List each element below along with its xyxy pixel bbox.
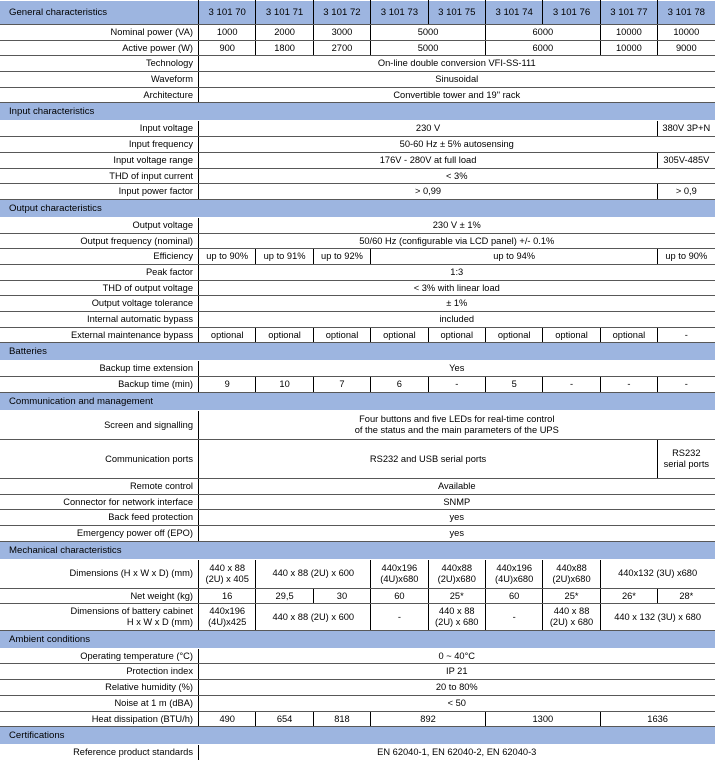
cell-value: 5	[485, 377, 542, 393]
cell-line: Four buttons and five LEDs for real-time control	[203, 414, 711, 425]
row-label-line: H x W x D (mm)	[5, 617, 193, 628]
row-label: Remote control	[1, 478, 199, 494]
cell-value: Sinusoidal	[199, 72, 715, 88]
cell-value: optional	[428, 327, 485, 343]
cell-value: 0 ~ 40°C	[199, 648, 715, 664]
table-row	[1, 87, 715, 103]
row-label: Efficiency	[1, 249, 199, 265]
section-title-input: Input characteristics	[1, 103, 715, 121]
section-header-communication	[1, 392, 715, 410]
table-row	[1, 410, 715, 439]
cell-value: 50/60 Hz (configurable via LCD panel) +/- 0.1%	[199, 233, 715, 249]
cell-value: 10	[256, 377, 313, 393]
section-header-certifications	[1, 727, 715, 745]
cell-value: SNMP	[199, 494, 715, 510]
cell-value: 440 x 88 (2U) x 600	[256, 604, 371, 630]
cell-value: 1636	[600, 711, 715, 727]
cell-value: up to 92%	[313, 249, 370, 265]
cell-value: optional	[371, 327, 428, 343]
cell-value: 20 to 80%	[199, 680, 715, 696]
table-header-row	[1, 1, 715, 25]
row-label: Input voltage range	[1, 152, 199, 168]
table-row	[1, 184, 715, 200]
row-label: Emergency power off (EPO)	[1, 525, 199, 541]
cell-value: Yes	[199, 361, 715, 377]
table-row	[1, 510, 715, 526]
row-label: Input power factor	[1, 184, 199, 200]
row-label: Communication ports	[1, 439, 199, 478]
row-label: Connector for network interface	[1, 494, 199, 510]
cell-line: 440 x 88	[547, 606, 595, 617]
cell-value-multiline	[199, 559, 256, 588]
cell-value: -	[658, 377, 715, 393]
cell-value: 5000	[371, 40, 486, 56]
cell-value: optional	[600, 327, 657, 343]
table-row	[1, 680, 715, 696]
row-label: Input frequency	[1, 137, 199, 153]
cell-value: optional	[256, 327, 313, 343]
table-row	[1, 377, 715, 393]
table-row	[1, 312, 715, 328]
row-label: Peak factor	[1, 265, 199, 281]
row-label: Net weight (kg)	[1, 588, 199, 604]
table-row	[1, 604, 715, 630]
table-row	[1, 695, 715, 711]
table-row	[1, 478, 715, 494]
cell-line: (2U) x 680	[547, 617, 595, 628]
cell-value: 9	[199, 377, 256, 393]
cell-value: up to 90%	[658, 249, 715, 265]
cell-value: 25*	[543, 588, 600, 604]
table-row	[1, 588, 715, 604]
row-label: Waveform	[1, 72, 199, 88]
cell-value: < 3%	[199, 168, 715, 184]
cell-line: (4U)x680	[375, 574, 423, 585]
cell-line: 440x196	[490, 563, 538, 574]
table-row	[1, 494, 715, 510]
row-label: Dimensions (H x W x D) (mm)	[1, 559, 199, 588]
cell-value: 9000	[658, 40, 715, 56]
section-header-mechanical	[1, 541, 715, 559]
row-label: Screen and signalling	[1, 410, 199, 439]
cell-value: 10000	[600, 40, 657, 56]
section-title-certifications: Certifications	[1, 727, 715, 745]
cell-value: -	[485, 604, 542, 630]
cell-value: 3000	[313, 25, 370, 41]
cell-value: -	[658, 327, 715, 343]
table-row	[1, 711, 715, 727]
table-row	[1, 327, 715, 343]
row-label: Output voltage	[1, 217, 199, 233]
table-row	[1, 296, 715, 312]
cell-line: (4U)x425	[203, 617, 251, 628]
table-row	[1, 121, 715, 137]
cell-value: 50-60 Hz ± 5% autosensing	[199, 137, 715, 153]
section-title-ambient: Ambient conditions	[1, 630, 715, 648]
section-title-mechanical: Mechanical characteristics	[1, 541, 715, 559]
row-label: Output voltage tolerance	[1, 296, 199, 312]
cell-line: 440x88	[433, 563, 481, 574]
cell-value: 6	[371, 377, 428, 393]
cell-value-multiline	[543, 559, 600, 588]
cell-value: 1800	[256, 40, 313, 56]
product-code-header: 3 101 75	[428, 1, 485, 25]
table-row	[1, 439, 715, 478]
table-row	[1, 525, 715, 541]
row-label: Active power (W)	[1, 40, 199, 56]
cell-value: EN 62040-1, EN 62040-2, EN 62040-3	[199, 745, 715, 761]
row-label: Backup time (min)	[1, 377, 199, 393]
table-row	[1, 25, 715, 41]
cell-value: 6000	[485, 40, 600, 56]
row-label: Output frequency (nominal)	[1, 233, 199, 249]
cell-value: Convertible tower and 19" rack	[199, 87, 715, 103]
cell-value: 440x132 (3U) x680	[600, 559, 715, 588]
table-row	[1, 72, 715, 88]
cell-value: optional	[485, 327, 542, 343]
cell-value: 230 V ± 1%	[199, 217, 715, 233]
row-label	[1, 604, 199, 630]
row-label-line: Dimensions of battery cabinet	[5, 606, 193, 617]
cell-line: (2U) x 680	[433, 617, 481, 628]
cell-value: 380V 3P+N	[658, 121, 715, 137]
cell-value: ± 1%	[199, 296, 715, 312]
table-row	[1, 152, 715, 168]
cell-line: serial ports	[662, 459, 710, 470]
cell-value: 25*	[428, 588, 485, 604]
cell-value: 16	[199, 588, 256, 604]
row-label: Backup time extension	[1, 361, 199, 377]
product-code-header: 3 101 78	[658, 1, 715, 25]
table-row	[1, 137, 715, 153]
cell-value: > 0,99	[199, 184, 658, 200]
cell-value-multiline	[485, 559, 542, 588]
row-label: External maintenance bypass	[1, 327, 199, 343]
cell-value: 10000	[658, 25, 715, 41]
cell-value: 30	[313, 588, 370, 604]
cell-value: 29,5	[256, 588, 313, 604]
cell-value: optional	[543, 327, 600, 343]
section-header-input	[1, 103, 715, 121]
cell-value: 900	[199, 40, 256, 56]
cell-line: RS232	[662, 448, 710, 459]
cell-value: Available	[199, 478, 715, 494]
cell-value: > 0,9	[658, 184, 715, 200]
cell-value: 26*	[600, 588, 657, 604]
cell-value: 176V - 280V at full load	[199, 152, 658, 168]
cell-value: optional	[313, 327, 370, 343]
table-row	[1, 559, 715, 588]
table-row	[1, 361, 715, 377]
cell-line: 440x88	[547, 563, 595, 574]
row-label: Internal automatic bypass	[1, 312, 199, 328]
cell-value: 1000	[199, 25, 256, 41]
table-row	[1, 265, 715, 281]
table-row	[1, 233, 715, 249]
table-row	[1, 56, 715, 72]
cell-value-multiline	[199, 604, 256, 630]
cell-value: 305V-485V	[658, 152, 715, 168]
cell-value: included	[199, 312, 715, 328]
row-label: Protection index	[1, 664, 199, 680]
section-title-general: General characteristics	[1, 1, 199, 25]
cell-line: 440x196	[375, 563, 423, 574]
product-code-header: 3 101 71	[256, 1, 313, 25]
cell-value: 2700	[313, 40, 370, 56]
row-label: Reference product standards	[1, 745, 199, 761]
cell-value: 60	[485, 588, 542, 604]
cell-line: (2U)x680	[547, 574, 595, 585]
cell-line: (2U)x680	[433, 574, 481, 585]
cell-line: of the status and the main parameters of the UPS	[203, 425, 711, 436]
cell-value-multiline	[543, 604, 600, 630]
section-header-batteries	[1, 343, 715, 361]
table-row	[1, 648, 715, 664]
cell-line: (2U) x 405	[203, 574, 251, 585]
product-code-header: 3 101 72	[313, 1, 370, 25]
cell-value-multiline	[428, 604, 485, 630]
row-label: Technology	[1, 56, 199, 72]
cell-value: 440 x 132 (3U) x 680	[600, 604, 715, 630]
section-title-batteries: Batteries	[1, 343, 715, 361]
row-label: Back feed protection	[1, 510, 199, 526]
cell-line: 440 x 88	[203, 563, 251, 574]
product-code-header: 3 101 73	[371, 1, 428, 25]
cell-line: 440x196	[203, 606, 251, 617]
cell-value: 28*	[658, 588, 715, 604]
cell-value: 440 x 88 (2U) x 600	[256, 559, 371, 588]
cell-value: RS232 and USB serial ports	[199, 439, 658, 478]
cell-value-multiline	[428, 559, 485, 588]
cell-value: 892	[371, 711, 486, 727]
table-row	[1, 217, 715, 233]
cell-value: 1300	[485, 711, 600, 727]
row-label: Input voltage	[1, 121, 199, 137]
cell-value: yes	[199, 510, 715, 526]
row-label: Operating temperature (°C)	[1, 648, 199, 664]
cell-value: -	[600, 377, 657, 393]
cell-value: 230 V	[199, 121, 658, 137]
product-code-header: 3 101 70	[199, 1, 256, 25]
cell-value: 654	[256, 711, 313, 727]
cell-value: < 50	[199, 695, 715, 711]
cell-line: (4U)x680	[490, 574, 538, 585]
cell-value-multiline	[371, 559, 428, 588]
cell-value: 5000	[371, 25, 486, 41]
cell-value: 1:3	[199, 265, 715, 281]
cell-value: < 3% with linear load	[199, 280, 715, 296]
cell-value: On-line double conversion VFI-SS-111	[199, 56, 715, 72]
cell-value: up to 90%	[199, 249, 256, 265]
row-label: Architecture	[1, 87, 199, 103]
cell-value: 60	[371, 588, 428, 604]
product-code-header: 3 101 76	[543, 1, 600, 25]
cell-value: 6000	[485, 25, 600, 41]
row-label: Nominal power (VA)	[1, 25, 199, 41]
product-code-header: 3 101 77	[600, 1, 657, 25]
product-code-header: 3 101 74	[485, 1, 542, 25]
cell-value: -	[543, 377, 600, 393]
cell-value: IP 21	[199, 664, 715, 680]
cell-value: 818	[313, 711, 370, 727]
section-header-output	[1, 199, 715, 217]
cell-value: -	[428, 377, 485, 393]
section-title-output: Output characteristics	[1, 199, 715, 217]
row-label: Noise at 1 m (dBA)	[1, 695, 199, 711]
cell-value: 10000	[600, 25, 657, 41]
row-label: THD of input current	[1, 168, 199, 184]
row-label: Relative humidity (%)	[1, 680, 199, 696]
cell-value: 7	[313, 377, 370, 393]
row-label: THD of output voltage	[1, 280, 199, 296]
table-row	[1, 40, 715, 56]
cell-value: 2000	[256, 25, 313, 41]
cell-value: 490	[199, 711, 256, 727]
cell-value: up to 94%	[371, 249, 658, 265]
table-row	[1, 745, 715, 761]
table-row	[1, 168, 715, 184]
cell-value: optional	[199, 327, 256, 343]
cell-value-multiline	[199, 410, 715, 439]
row-label: Heat dissipation (BTU/h)	[1, 711, 199, 727]
cell-value: yes	[199, 525, 715, 541]
section-title-communication: Communication and management	[1, 392, 715, 410]
cell-value-multiline	[658, 439, 715, 478]
table-row	[1, 280, 715, 296]
cell-line: 440 x 88	[433, 606, 481, 617]
table-row	[1, 249, 715, 265]
cell-value: up to 91%	[256, 249, 313, 265]
table-row	[1, 664, 715, 680]
section-header-ambient	[1, 630, 715, 648]
cell-value: -	[371, 604, 428, 630]
